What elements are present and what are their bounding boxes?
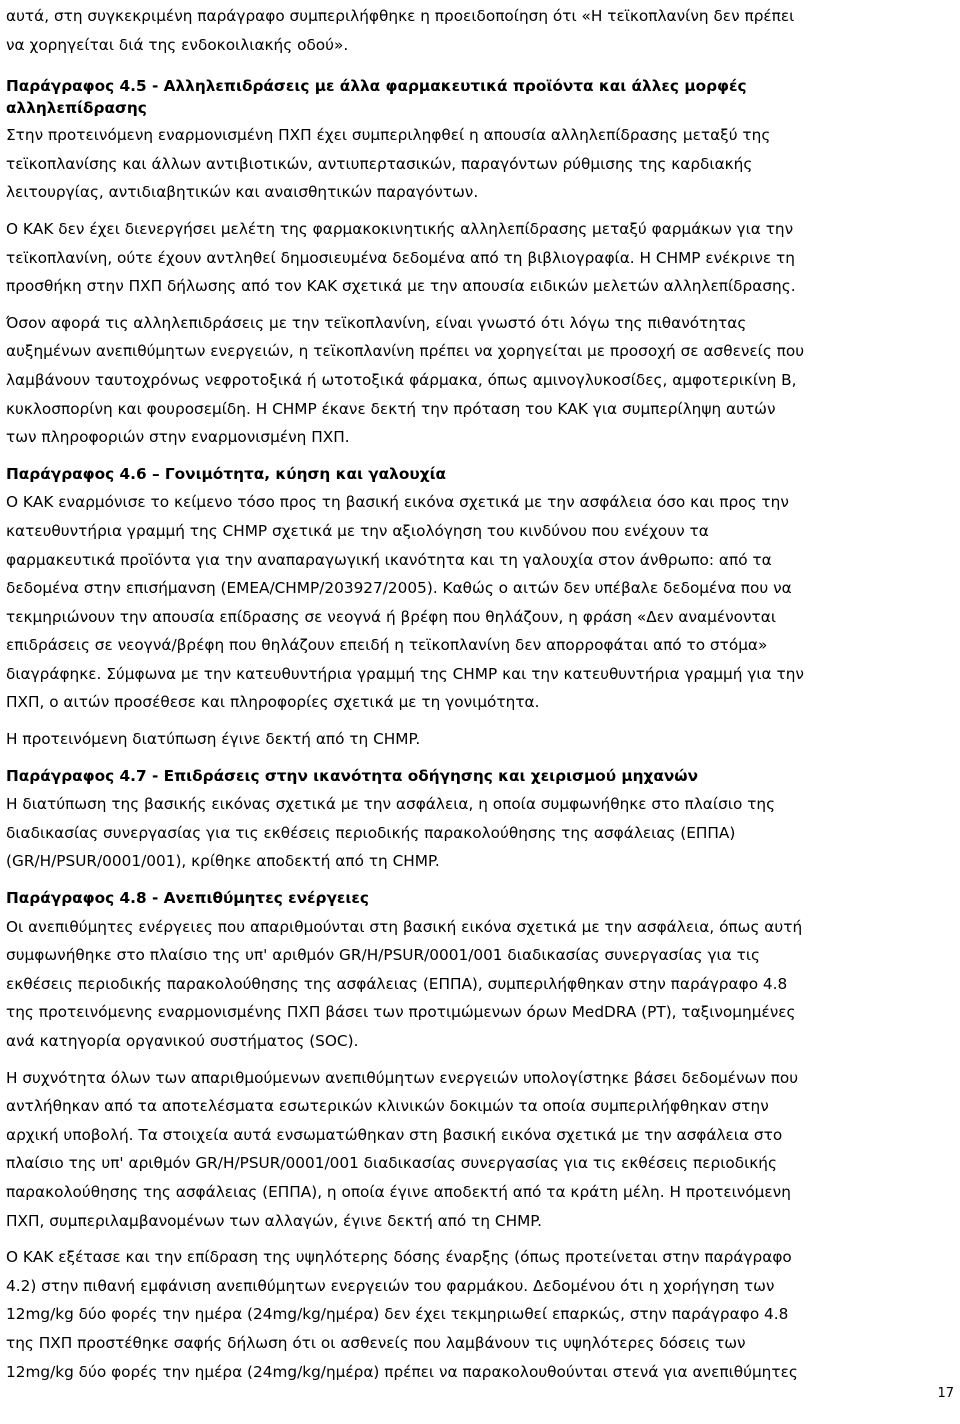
section-4-6-paragraph-2: Η προτεινόμενη διατύπωση έγινε δεκτή από τη CHMP. — [6, 730, 421, 749]
document-page — [6, 2, 956, 1386]
section-4-5-heading: Παράγραφος 4.5 - Αλληλεπιδράσεις με άλλα φαρμακευτικά προϊόντα και άλλες μορφές αλληλεπίδρασης — [6, 77, 747, 118]
page-number: 17 — [937, 1386, 954, 1401]
section-4-5-paragraph-2: Ο ΚΑΚ δεν έχει διενεργήσει μελέτη της φαρμακοκινητικής αλληλεπίδρασης μεταξύ φαρμάκων για την τεϊκοπλανίνη, ούτε έχουν αντληθεί δημοσιευμένα δεδομένα από τη βιβλιογραφία. Η CHMP ενέκρινε τη προσθήκη στην ΠΧΠ δήλωσης από τον ΚΑΚ σχετικά με την απουσία ειδικών μελετών αλληλεπίδρασης. — [6, 219, 796, 296]
section-4-8-paragraph-2: Η συχνότητα όλων των απαριθμούμενων ανεπιθύμητων ενεργειών υπολογίστηκε βάσει δεδομένων που αντλήθηκαν από τα αποτελέσματα εσωτερικών κλινικών δοκιμών τα οποία συμπεριλήφθηκαν στην αρχική υποβολή. Τα στοιχεία αυτά ενσωματώθηκαν στη βασική εικόνα σχετικά με την ασφάλεια στο πλαίσιο της υπ' αριθμόν GR/H/PSUR/0001/001 διαδικασίας συνεργασίας για τις εκθέσεις περιοδικής παρακολούθησης της ασφάλειας (ΕΠΠΑ), η οποία έγινε αποδεκτή από τα κράτη μέλη. Η προτεινόμενη ΠΧΠ, συμπεριλαμβανομένων των αλλαγών, έγινε δεκτή από τη CHMP. — [6, 1068, 799, 1230]
section-4-7-paragraph-1: Η διατύπωση της βασικής εικόνας σχετικά με την ασφάλεια, η οποία συμφωνήθηκε στο πλαίσιο της διαδικασίας συνεργασίας για τις εκθέσεις περιοδικής παρακολούθησης της ασφάλειας (ΕΠΠΑ) (GR/H/PSUR/0001/001), κρίθηκε αποδεκτή από τη CHMP. — [6, 795, 776, 871]
section-4-6-heading: Παράγραφος 4.6 – Γονιμότητα, κύηση και γαλουχία — [6, 464, 447, 483]
section-4-5-paragraph-1: Στην προτεινόμενη εναρμονισμένη ΠΧΠ έχει συμπεριληφθεί η απουσία αλληλεπίδρασης μεταξύ της τεϊκοπλανίσης και άλλων αντιβιοτικών, αντιυπερτασικών, παραγόντων ρύθμισης της καρδιακής λειτουργίας, αντιδιαβητικών και αναισθητικών παραγόντων. — [6, 126, 771, 202]
section-4-8-heading: Παράγραφος 4.8 - Ανεπιθύμητες ενέργειες — [6, 889, 369, 908]
section-4-8-paragraph-1: Οι ανεπιθύμητες ενέργειες που απαριθμούνται στη βασική εικόνα σχετικά με την ασφάλεια, όπως αυτή συμφωνήθηκε στο πλαίσιο της υπ' αριθμόν GR/H/PSUR/0001/001 διαδικασίας συνεργασίας για τις εκθέσεις περιοδικής παρακολούθησης της ασφάλειας (ΕΠΠΑ), συμπεριλήφθηκαν στην παράγραφο 4.8 της προτεινόμενης εναρμονισμένης ΠΧΠ βάσει των προτιμώμενων όρων MedDRA (PT), ταξινομημένες ανά κατηγορία οργανικού συστήματος (SOC). — [6, 917, 803, 1050]
section-4-6-paragraph-1: Ο ΚΑΚ εναρμόνισε το κείμενο τόσο προς τη βασική εικόνα σχετικά με την ασφάλεια όσο και προς την κατευθυντήρια γραμμή της CHMP σχετικά με την αξιολόγηση του κινδύνου που ενέχουν τα φαρμακευτικά προϊόντα για την αναπαραγωγική ικανότητα και τη γαλουχία στον άνθρωπο: από τα δεδομένα στην επισήμανση (EMEA/CHMP/203927/2005). Καθώς ο αιτών δεν υπέβαλε δεδομένα που να τεκμηριώνουν την απουσία επίδρασης σε νεογνά ή βρέφη που θηλάζουν, η φράση «Δεν αναμένονται επιδράσεις σε νεογνά/βρέφη που θηλάζουν επειδή η τεϊκοπλανίνη δεν απορροφάται από το στόμα» διαγράφηκε. Σύμφωνα με την κατευθυντήρια γραμμή της CHMP και την κατευθυντήρια γραμμή για την ΠΧΠ, ο αιτών προσέθεσε και πληροφορίες σχετικά με τη γονιμότητα. — [6, 493, 804, 712]
section-4-8-paragraph-3: Ο ΚΑΚ εξέτασε και την επίδραση της υψηλότερης δόσης έναρξης (όπως προτείνεται στην παράγραφο 4.2) στην πιθανή εμφάνιση ανεπιθύμητων ενεργειών του φαρμάκου. Δεδομένου ότι η χορήγηση των 12mg/kg δύο φορές την ημέρα (24mg/kg/ημέρα) δεν έχει τεκμηριωθεί επαρκώς, στην παράγραφο 4.8 της ΠΧΠ προστέθηκε σαφής δήλωση ότι οι ασθενείς που λαμβάνουν τις υψηλότερες δόσεις των 12mg/kg δύο φορές την ημέρα (24mg/kg/ημέρα) πρέπει να παρακολουθούνται στενά για ανεπιθύμητες — [6, 1248, 798, 1381]
section-4-7-heading: Παράγραφος 4.7 - Επιδράσεις στην ικανότητα οδήγησης και χειρισμού μηχανών — [6, 766, 699, 785]
section-4-5-paragraph-3: Όσον αφορά τις αλληλεπιδράσεις με την τεϊκοπλανίνη, είναι γνωστό ότι λόγω της πιθανότητας αυξημένων ανεπιθύμητων ενεργειών, η τεϊκοπλανίνη πρέπει να χορηγείται με προσοχή σε ασθενείς που λαμβάνουν ταυτοχρόνως νεφροτοξικά ή ωτοτοξικά φάρμακα, όπως αμινογλυκοσίδες, αμφοτερικίνη Β, κυκλοσπορίνη και φουροσεμίδη. Η CHMP έκανε δεκτή την πρόταση του ΚΑΚ για συμπερίληψη αυτών των πληροφοριών στην εναρμονισμένη ΠΧΠ. — [6, 313, 805, 447]
intro-paragraph: αυτά, στη συγκεκριμένη παράγραφο συμπεριλήφθηκε η προειδοποίηση ότι «Η τεϊκοπλανίνη δεν πρέπει να χορηγείται διά της ενδοκοιλιακής οδού». — [6, 7, 795, 54]
